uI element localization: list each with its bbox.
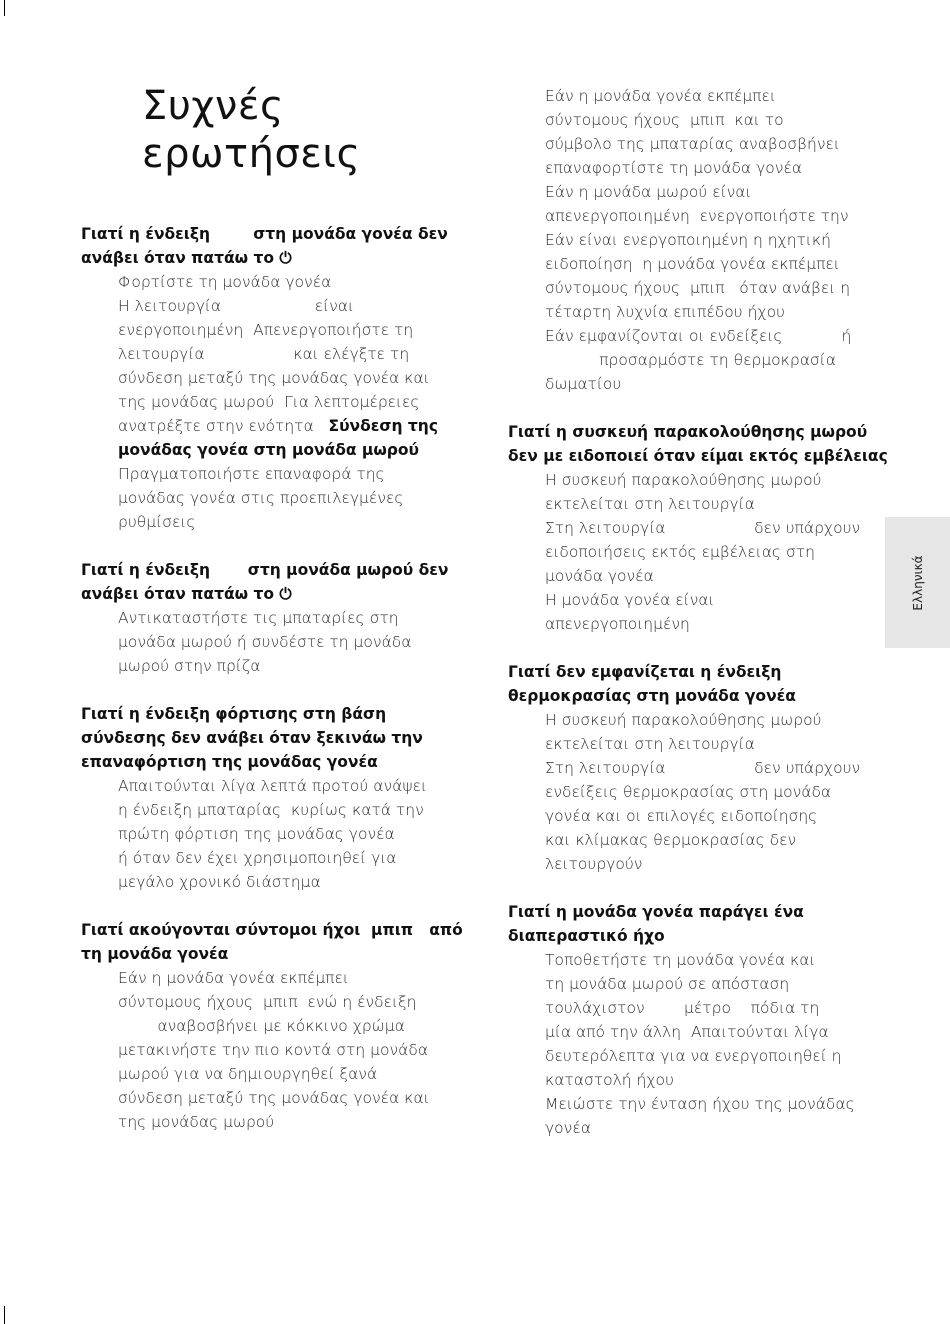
answer-line: μωρού για να δημιουργηθεί ξανά — [118, 1065, 378, 1083]
answer-line: Φορτίστε τη μονάδα γονέα — [118, 273, 332, 291]
question-line: τη μονάδα γονέα — [81, 945, 229, 963]
faq-answer — [508, 468, 883, 636]
answer-line: επαναφορτίστε τη μονάδα γονέα — [545, 159, 802, 177]
answer-line: πρώτη φόρτιση της μονάδας γονέα — [118, 825, 395, 843]
answer-line: αναβοσβήνει με κόκκινο χρώμα — [118, 1017, 405, 1035]
section-reference: Σύνδεση της — [328, 417, 439, 435]
answer-line: σύντομους ήχους μπιπ όταν ανάβει η — [545, 279, 851, 297]
answer-line: της μονάδας μωρού — [118, 1113, 275, 1131]
answer-line: Η μονάδα γονέα είναι — [545, 591, 715, 609]
answer-line: Εάν η μονάδα μωρού είναι — [545, 183, 752, 201]
right-column — [508, 84, 888, 1164]
answer-line: ρυθμίσεις — [118, 513, 196, 531]
answer-line: Στη λειτουργία δεν υπάρχουν — [545, 759, 861, 777]
answer-line: σύνδεση μεταξύ της μονάδας γονέα και — [118, 1089, 430, 1107]
question-line: διαπεραστικό ήχο — [508, 927, 665, 945]
question-line: θερμοκρασίας στη μονάδα γονέα — [508, 687, 796, 705]
answer-line: μονάδα γονέα — [545, 567, 654, 585]
question-line: Γιατί η μονάδα γονέα παράγει ένα — [508, 903, 804, 921]
answer-line: Μειώστε την ένταση ήχου της μονάδας — [545, 1095, 855, 1113]
answer-line: σύντομους ήχους μπιπ ενώ η ένδειξη — [118, 993, 417, 1011]
faq-question — [81, 702, 461, 774]
answer-line: τη μονάδα μωρού σε απόσταση — [545, 975, 790, 993]
answer-line: ενεργοποιημένη Απενεργοποιήστε τη — [118, 321, 414, 339]
question-line: Γιατί η ένδειξη στη μονάδα γονέα δεν — [81, 225, 448, 243]
faq-item — [81, 918, 461, 1134]
faq-item — [508, 900, 883, 1140]
faq-answer — [81, 606, 461, 678]
answer-line: ή όταν δεν έχει χρησιμοποιηθεί για — [118, 849, 397, 867]
answer-line: Εάν η μονάδα γονέα εκπέμπει — [118, 969, 349, 987]
language-tab-label: Ελληνικά — [910, 554, 925, 611]
question-line: ανάβει όταν πατάω το ⏻ — [81, 585, 292, 603]
language-tab — [885, 517, 950, 648]
answer-line: μεγάλο χρονικό διάστημα — [118, 873, 321, 891]
answer-line: Εάν η μονάδα γονέα εκπέμπει — [545, 87, 776, 105]
answer-line: ειδοποιήσεις εκτός εμβέλειας στη — [545, 543, 815, 561]
answer-line: Εάν είναι ενεργοποιημένη η ηχητική — [545, 231, 831, 249]
answer-line: η ένδειξη μπαταρίας κυρίως κατά την — [118, 801, 424, 819]
faq-question — [508, 900, 883, 948]
faq-question — [81, 222, 461, 270]
faq-answer — [81, 966, 461, 1134]
faq-answer — [508, 84, 883, 396]
answer-line: γονέα και οι επιλογές ειδοποίησης — [545, 807, 818, 825]
faq-item — [508, 660, 883, 876]
answer-line: τουλάχιστον μέτρο πόδια τη — [545, 999, 820, 1017]
page-title — [142, 82, 360, 178]
faq-question — [81, 558, 461, 606]
faq-answer — [81, 774, 461, 894]
answer-line: μονάδα μωρού ή συνδέστε τη μονάδα — [118, 633, 412, 651]
faq-answer — [508, 948, 883, 1140]
page-title-line: Συχνές — [142, 83, 284, 129]
answer-line: δευτερόλεπτα για να ενεργοποιηθεί η — [545, 1047, 842, 1065]
faq-answer — [81, 270, 461, 534]
answer-line: Η λειτουργία είναι — [118, 297, 355, 315]
answer-line: Η συσκευή παρακολούθησης μωρού — [545, 471, 822, 489]
answer-line: και κλίμακας θερμοκρασίας δεν — [545, 831, 797, 849]
answer-line: μετακινήστε την πιο κοντά στη μονάδα — [118, 1041, 429, 1059]
answer-line: εκτελείται στη λειτουργία — [545, 735, 755, 753]
answer-line: μονάδας γονέα στις προεπιλεγμένες — [118, 489, 404, 507]
question-line: δεν με ειδοποιεί όταν είμαι εκτός εμβέλειας — [508, 447, 888, 465]
answer-line: Πραγματοποιήστε επαναφορά της — [118, 465, 385, 483]
answer-line: Τοποθετήστε τη μονάδα γονέα και — [545, 951, 816, 969]
answer-line: απενεργοποιημένη ενεργοποιήστε την — [545, 207, 849, 225]
answer-line: μία από την άλλη Απαιτούνται λίγα — [545, 1023, 829, 1041]
left-column — [81, 222, 461, 1158]
answer-line: σύντομους ήχους μπιπ και το — [545, 111, 784, 129]
faq-item — [508, 420, 888, 636]
page-title-line: ερωτήσεις — [142, 131, 361, 177]
question-line: ανάβει όταν πατάω το ⏻ — [81, 249, 292, 267]
answer-line: καταστολή ήχου — [545, 1071, 674, 1089]
answer-line: Απαιτούνται λίγα λεπτά προτού ανάψει — [118, 777, 427, 795]
faq-item — [81, 222, 461, 534]
faq-answer — [508, 708, 883, 876]
faq-item — [508, 84, 883, 396]
answer-line: προσαρμόστε τη θερμοκρασία — [545, 351, 836, 369]
answer-line: μωρού στην πρίζα — [118, 657, 261, 675]
question-line: σύνδεσης δεν ανάβει όταν ξεκινάω την — [81, 729, 423, 747]
answer-line: σύμβολο της μπαταρίας αναβοσβήνει — [545, 135, 840, 153]
crop-mark-bottom-left — [4, 1306, 5, 1324]
answer-line: λειτουργία και ελέγξτε τη — [118, 345, 410, 363]
faq-question — [508, 420, 888, 468]
crop-mark-top-left — [4, 0, 5, 16]
section-reference: μονάδας γονέα στη μονάδα μωρού — [118, 441, 420, 459]
answer-line: Η συσκευή παρακολούθησης μωρού — [545, 711, 822, 729]
answer-line: Στη λειτουργία δεν υπάρχουν — [545, 519, 861, 537]
answer-line: ενδείξεις θερμοκρασίας στη μονάδα — [545, 783, 832, 801]
answer-line: απενεργοποιημένη — [545, 615, 690, 633]
answer-line: λειτουργούν — [545, 855, 643, 873]
faq-item — [81, 702, 461, 894]
answer-line: της μονάδας μωρού Για λεπτομέρειες — [118, 393, 420, 411]
answer-line: σύνδεση μεταξύ της μονάδας γονέα και — [118, 369, 430, 387]
answer-line: τέταρτη λυχνία επιπέδου ήχου — [545, 303, 786, 321]
question-line: Γιατί η ένδειξη στη μονάδα μωρού δεν — [81, 561, 449, 579]
faq-question — [81, 918, 461, 966]
answer-line: ειδοποίηση η μονάδα γονέα εκπέμπει — [545, 255, 840, 273]
question-line: Γιατί η ένδειξη φόρτισης στη βάση — [81, 705, 387, 723]
answer-line: Εάν εμφανίζονται οι ενδείξεις ή — [545, 327, 852, 345]
answer-line: ανατρέξτε στην ενότητα Σύνδεση της — [118, 417, 439, 435]
question-line: Γιατί ακούγονται σύντομοι ήχοι μπιπ από — [81, 921, 463, 939]
question-line: Γιατί η συσκευή παρακολούθησης μωρού — [508, 423, 868, 441]
faq-item — [81, 558, 461, 678]
answer-line: δωματίου — [545, 375, 622, 393]
answer-line: εκτελείται στη λειτουργία — [545, 495, 755, 513]
question-line: Γιατί δεν εμφανίζεται η ένδειξη — [508, 663, 782, 681]
answer-line: γονέα — [545, 1119, 591, 1137]
faq-question — [508, 660, 883, 708]
answer-line: Αντικαταστήστε τις μπαταρίες στη — [118, 609, 399, 627]
question-line: επαναφόρτιση της μονάδας γονέα — [81, 753, 378, 771]
